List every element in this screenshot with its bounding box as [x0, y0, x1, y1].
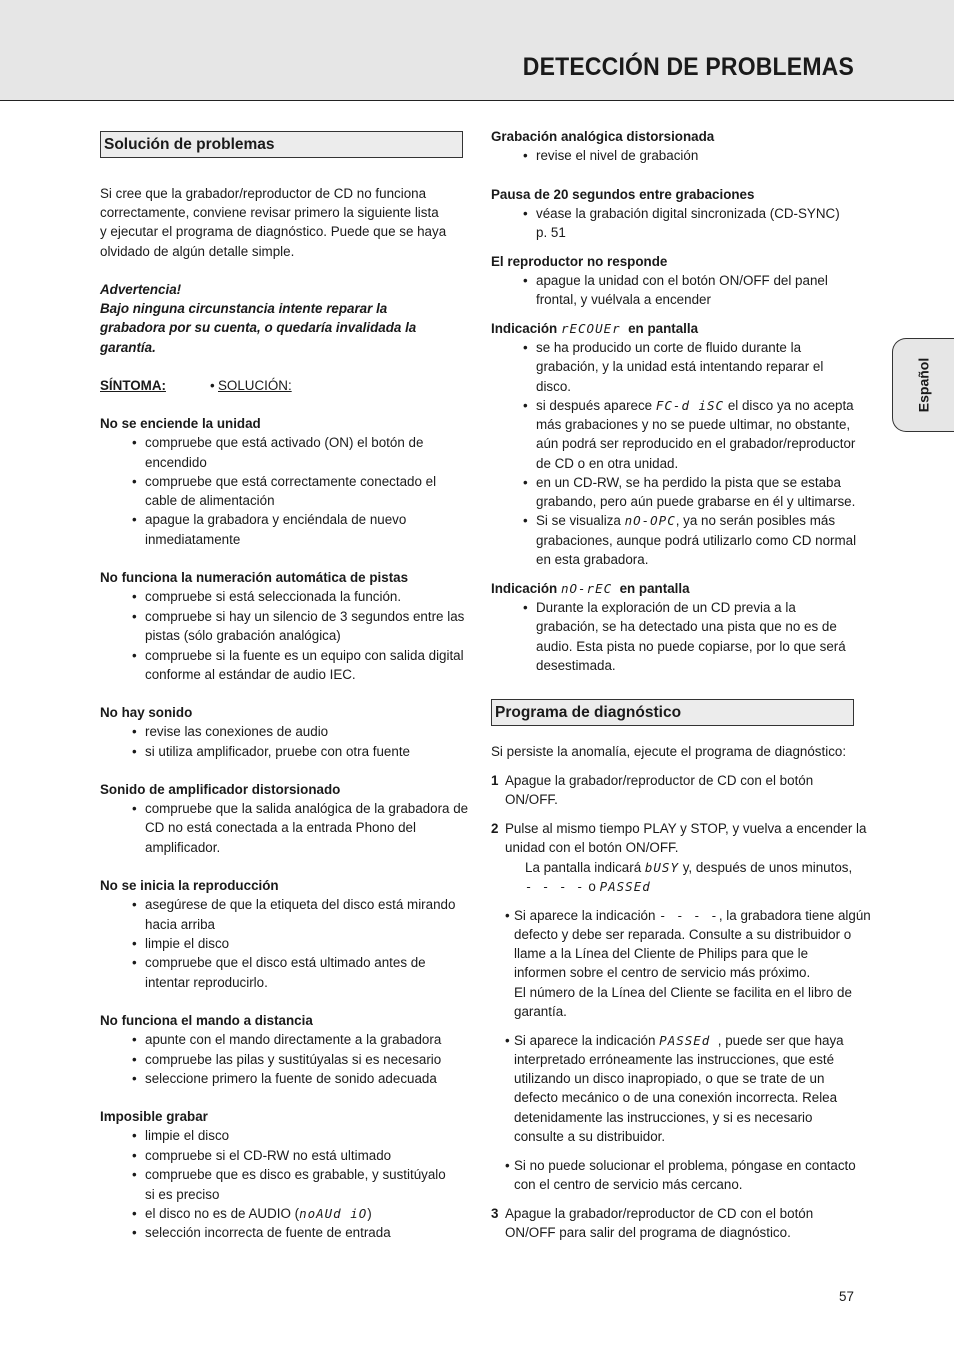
solution-text: apunte con el mando directamente a la grabadora — [145, 1032, 442, 1047]
bullet-icon: • — [132, 724, 137, 739]
bullet-icon: • — [132, 648, 137, 663]
bullet-icon: • — [132, 897, 137, 912]
warning-heading: Advertencia! — [100, 282, 182, 297]
solution-text: grabaciones, aunque podrá utilizarlo como CD normal — [536, 533, 857, 548]
diagnostic-result-part: Si aparece la indicación — [514, 908, 656, 923]
symptom-title-part: en pantalla — [628, 321, 699, 336]
solution-text: revise el nivel de grabación — [536, 148, 699, 163]
solution-text: cable de alimentación — [145, 493, 275, 508]
symptom-title: Imposible grabar — [100, 1109, 208, 1124]
bullet-icon: • — [132, 744, 137, 759]
bullet-icon: • — [132, 1071, 137, 1086]
solution-text: aún podrá ser reproducido en el grabador/reproductor — [536, 436, 856, 451]
symptom-title-part: Indicación — [491, 581, 558, 596]
solution-text — [536, 511, 835, 530]
symptom-title — [491, 319, 698, 338]
solution-text: véase la grabación digital sincronizada (CD-SYNC) — [536, 206, 840, 221]
diagnostic-result-text — [514, 1031, 844, 1050]
solution-text: hacia arriba — [145, 917, 215, 932]
bullet-icon: • — [132, 801, 137, 816]
step-text: Pulse al mismo tiempo PLAY y STOP, y vuelva a encender la — [505, 821, 867, 836]
solution-text: si utiliza amplificador, pruebe con otra fuente — [145, 744, 410, 759]
diagnostic-result-text — [514, 906, 871, 925]
diagnostic-result-text: utilizando un disco inapropiado, o que se trate de un — [514, 1071, 825, 1086]
step-text — [525, 858, 852, 877]
diagnostic-result-text: con el centro de servicio más cercano. — [514, 1177, 743, 1192]
bullet-icon: • — [132, 1206, 137, 1221]
symptom-title-part: Indicación — [491, 321, 558, 336]
solution-text: si es preciso — [145, 1187, 220, 1202]
solution-text: encendido — [145, 455, 207, 470]
solution-text: grabación, y la unidad está intentando reparar el — [536, 359, 824, 374]
solution-text: p. 51 — [536, 225, 566, 240]
language-tab-label: Español — [914, 357, 931, 413]
symptom-title: No se inicia la reproducción — [100, 878, 279, 893]
step-text — [525, 877, 651, 896]
page-number: 57 — [839, 1289, 854, 1304]
lcd-display-text: bUSY — [644, 860, 679, 875]
step-number: 1 — [491, 773, 499, 788]
bullet-icon: • — [523, 148, 528, 163]
bullet-icon: • — [505, 1158, 510, 1173]
symptom-title: No funciona la numeración automática de pistas — [100, 570, 409, 585]
solution-text-part: el disco no es de AUDIO ( — [145, 1206, 300, 1221]
solution-text: compruebe si está seleccionada la función. — [145, 589, 402, 604]
solution-text-part: ) — [367, 1206, 372, 1221]
bullet-icon: • — [132, 1032, 137, 1047]
diagnostic-result-text: Si no puede solucionar el problema, póngase en contacto — [514, 1158, 856, 1173]
header-band — [0, 0, 954, 101]
lcd-display-text: - - - - — [525, 879, 585, 894]
bullet-icon: • — [132, 435, 137, 450]
solution-text: intentar reproducirlo. — [145, 975, 268, 990]
step-text: ON/OFF. — [505, 792, 558, 807]
solution-text-part: , ya no serán posibles más — [675, 513, 836, 528]
symptom-title: No hay sonido — [100, 705, 193, 720]
solution-text: CD no está conectada a la entrada Phono del — [145, 820, 416, 835]
lcd-display-text: rECOUEr — [560, 321, 621, 336]
solution-text: limpie el disco — [145, 936, 230, 951]
bullet-icon: • — [132, 936, 137, 951]
intro-line: olvidado de algún detalle simple. — [100, 244, 295, 259]
diagnostic-result-part: , la grabadora tiene algún — [718, 908, 871, 923]
solution-text: pistas (sólo grabación analógica) — [145, 628, 341, 643]
legend-solution: SOLUCIÓN: — [218, 378, 292, 393]
bullet-icon: • — [505, 908, 510, 923]
legend-symptom: SÍNTOMA: — [100, 378, 166, 393]
solution-text: compruebe que la salida analógica de la grabadora de — [145, 801, 469, 816]
solution-text: revise las conexiones de audio — [145, 724, 329, 739]
solution-text: amplificador. — [145, 840, 221, 855]
solution-text: grabando, pero aún puede grabarse en él y ultimarse. — [536, 494, 856, 509]
symptom-title: No se enciende la unidad — [100, 416, 261, 431]
step-number: 2 — [491, 821, 499, 836]
diagnostic-result-text: consulte a su distribuidor. — [514, 1129, 666, 1144]
bullet-icon: • — [132, 1148, 137, 1163]
step-text: Apague la grabador/reproductor de CD con el botón — [505, 773, 814, 788]
bullet-icon: • — [132, 1167, 137, 1182]
solution-text: en esta grabadora. — [536, 552, 649, 567]
solution-text: de CD o en otra unidad. — [536, 456, 679, 471]
lcd-display-text: nO-rEC — [560, 581, 613, 596]
diagnostic-result-text: defecto mecánico o de una conexión incorrecta. Relea — [514, 1090, 838, 1105]
lcd-display-text: PASSEd — [659, 1033, 711, 1048]
step-text-part: y, después de unos minutos, — [682, 860, 853, 875]
diagnostic-result-text: defecto y debe ser reparada. Consulte a su distribuidor o — [514, 927, 852, 942]
solution-text: compruebe que está activado (ON) el botón de — [145, 435, 424, 450]
bullet-icon: • — [132, 1052, 137, 1067]
diagnostic-result-text: El número de la Línea del Cliente se facilita en el libro de — [514, 985, 852, 1000]
solution-text: selección incorrecta de fuente de entrada — [145, 1225, 391, 1240]
bullet-icon: • — [132, 512, 137, 527]
solution-text: compruebe las pilas y sustitúyalas si es necesario — [145, 1052, 442, 1067]
diagnostic-result-text: garantía. — [514, 1004, 567, 1019]
intro-line: correctamente, conviene revisar primero la siguiente lista — [100, 205, 439, 220]
solution-text: apague la unidad con el botón ON/OFF del panel — [536, 273, 828, 288]
diagnostic-result-text: llame a la Línea del Cliente de Philips para que le — [514, 946, 809, 961]
diagnostic-result-part: , puede ser que haya — [717, 1033, 844, 1048]
symptom-title — [491, 579, 690, 598]
language-tab — [892, 338, 954, 432]
solution-text: más grabaciones y no se puede ultimar, no obstante, — [536, 417, 851, 432]
step-text-part: o — [588, 879, 596, 894]
legend-bullet: • — [210, 378, 215, 393]
diagnostic-intro: Si persiste la anomalía, ejecute el programa de diagnóstico: — [491, 744, 847, 759]
intro-line: y ejecutar el programa de diagnóstico. Puede que se haya — [100, 224, 447, 239]
step-text: unidad con el botón ON/OFF. — [505, 840, 679, 855]
solution-text: en un CD-RW, se ha perdido la pista que se estaba — [536, 475, 841, 490]
lcd-display-text: noAUd iO — [299, 1206, 368, 1221]
solution-text: disco. — [536, 379, 571, 394]
page-title: DETECCIÓN DE PROBLEMAS — [522, 53, 854, 81]
lcd-display-text: PASSEd — [599, 879, 651, 894]
lcd-display-text: - - - - — [659, 908, 719, 923]
bullet-icon: • — [523, 513, 528, 528]
solution-text-part: Si se visualiza — [536, 513, 621, 528]
bullet-icon: • — [505, 1033, 510, 1048]
bullet-icon: • — [523, 273, 528, 288]
solution-text: seleccione primero la fuente de sonido adecuada — [145, 1071, 437, 1086]
bullet-icon: • — [523, 475, 528, 490]
diagnostic-result-text: interpretado erróneamente las instrucciones, que esté — [514, 1052, 835, 1067]
solution-text: frontal, y vuélvala a encender — [536, 292, 711, 307]
lcd-display-text: FC-d iSC — [655, 398, 725, 413]
solution-text: compruebe que es disco es grabable, y sustitúyalo — [145, 1167, 446, 1182]
solution-text-part: si después aparece — [536, 398, 653, 413]
intro-line: Si cree que la grabador/reproductor de CD no funciona — [100, 186, 427, 201]
bullet-icon: • — [523, 340, 528, 355]
step-text: ON/OFF para salir del programa de diagnóstico. — [505, 1225, 791, 1240]
solution-text: compruebe si hay un silencio de 3 segundos entre las — [145, 609, 465, 624]
solution-text: desestimada. — [536, 658, 616, 673]
diagnostic-result-text: detenidamente las instrucciones, y si es necesario — [514, 1110, 813, 1125]
section-heading-diagnostics: Programa de diagnóstico — [491, 699, 854, 726]
warning-line: garantía. — [100, 340, 156, 355]
symptom-title: Pausa de 20 segundos entre grabaciones — [491, 187, 755, 202]
solution-text-part: el disco ya no acepta — [727, 398, 854, 413]
bullet-icon: • — [132, 474, 137, 489]
step-text-part: La pantalla indicará — [525, 860, 642, 875]
step-text: Apague la grabador/reproductor de CD con el botón — [505, 1206, 814, 1221]
warning-line: Bajo ninguna circunstancia intente reparar la — [100, 301, 388, 316]
diagnostic-result-text: informen sobre el centro de servicio más próximo. — [514, 965, 811, 980]
solution-text — [536, 396, 854, 415]
bullet-icon: • — [523, 206, 528, 221]
solution-text: grabación, se ha detectado una pista que no es de — [536, 619, 837, 634]
bullet-icon: • — [132, 955, 137, 970]
diagnostic-result-part: Si aparece la indicación — [514, 1033, 656, 1048]
step-number: 3 — [491, 1206, 499, 1221]
bullet-icon: • — [132, 589, 137, 604]
bullet-icon: • — [132, 1128, 137, 1143]
symptom-title: El reproductor no responde — [491, 254, 668, 269]
lcd-display-text: nO-OPC — [624, 513, 676, 528]
solution-text: compruebe si el CD-RW no está ultimado — [145, 1148, 392, 1163]
solution-text: se ha producido un corte de fluido durante la — [536, 340, 802, 355]
symptom-title-part: en pantalla — [619, 581, 690, 596]
section-heading-troubleshooting: Solución de problemas — [100, 131, 463, 158]
bullet-icon: • — [132, 1225, 137, 1240]
solution-text: apague la grabadora y enciéndala de nuevo — [145, 512, 407, 527]
solution-text: asegúrese de que la etiqueta del disco está mirando — [145, 897, 456, 912]
solution-text: compruebe que el disco está ultimado antes de — [145, 955, 426, 970]
symptom-title: Grabación analógica distorsionada — [491, 129, 715, 144]
solution-text: limpie el disco — [145, 1128, 230, 1143]
symptom-title: Sonido de amplificador distorsionado — [100, 782, 341, 797]
bullet-icon: • — [132, 609, 137, 624]
solution-text — [145, 1204, 372, 1223]
solution-text: Durante la exploración de un CD previa a la — [536, 600, 796, 615]
warning-line: grabadora por su cuenta, o quedaría invalidada la — [100, 320, 417, 335]
solution-text: inmediatamente — [145, 532, 241, 547]
solution-text: compruebe que está correctamente conectado el — [145, 474, 437, 489]
solution-text: audio. Esta pista no puede copiarse, por lo que será — [536, 639, 846, 654]
solution-text: compruebe si la fuente es un equipo con salida digital — [145, 648, 464, 663]
bullet-icon: • — [523, 600, 528, 615]
solution-text: conforme al estándar de audio IEC. — [145, 667, 356, 682]
bullet-icon: • — [523, 398, 528, 413]
symptom-title: No funciona el mando a distancia — [100, 1013, 313, 1028]
